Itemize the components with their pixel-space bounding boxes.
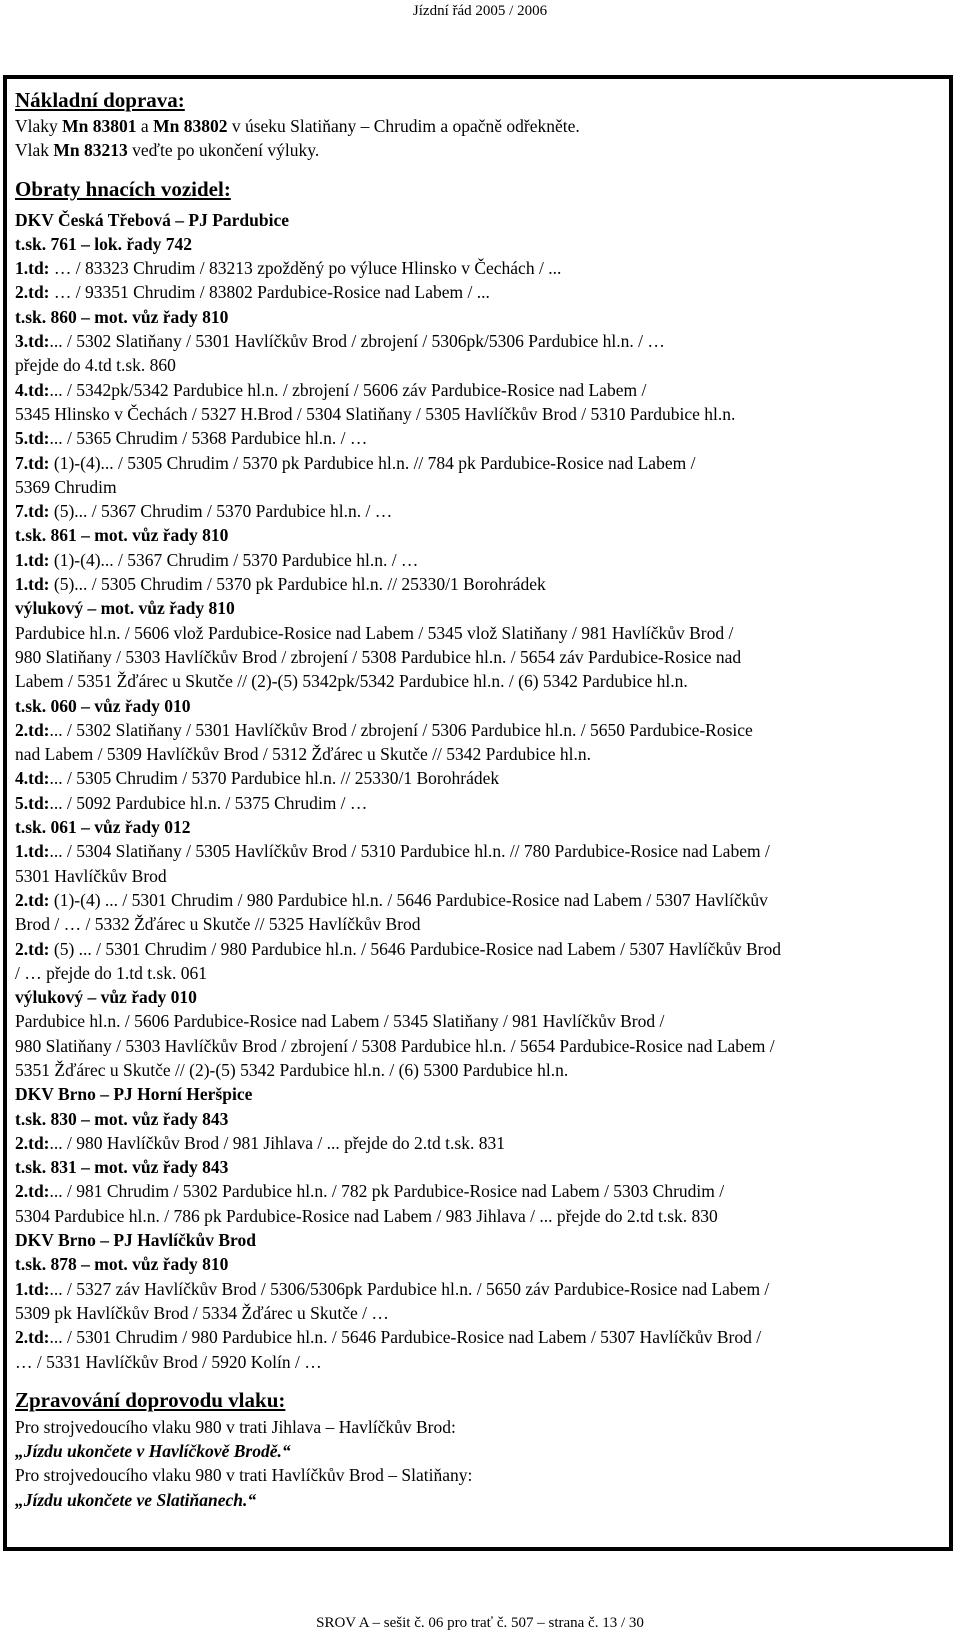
bold-text: DKV Česká Třebová – PJ Pardubice <box>15 209 290 230</box>
line-text: Pardubice hl.n. / 5606 vlož Pardubice-Rosice nad Labem / 5345 vlož Slatiňany / 981 Havlíčkův Brod / <box>15 622 734 643</box>
bold-text: 4.td: <box>15 768 50 789</box>
line-text: ... / 5304 Slatiňany / 5305 Havlíčkův Brod / 5310 Pardubice hl.n. // 780 Pardubice-Rosice nad Labem / <box>49 841 770 862</box>
line-text: 5351 Žďárec u Skutče // (2)-(5) 5342 Pardubice hl.n. / (6) 5300 Pardubice hl.n. <box>15 1059 569 1080</box>
text-line <box>15 694 941 718</box>
bold-text: t.sk. 761 – lok. řady 742 <box>15 233 192 254</box>
text-line <box>15 937 941 961</box>
text-line <box>15 451 941 475</box>
text-line <box>15 1415 941 1439</box>
text-line <box>15 1488 941 1512</box>
text-line <box>15 1155 941 1179</box>
text-line <box>15 621 941 645</box>
line-text: ... / 5365 Chrudim / 5368 Pardubice hl.n. / … <box>49 428 368 449</box>
line-text: přejde do 4.td t.sk. 860 <box>15 355 176 376</box>
bold-text: 3.td: <box>15 331 50 352</box>
text-line <box>15 1131 941 1155</box>
line-text: (5)... / 5305 Chrudim / 5370 pk Pardubice hl.n. // 25330/1 Borohrádek <box>49 574 546 595</box>
text-line <box>15 718 941 742</box>
line-text: ... / 5327 záv Havlíčkův Brod / 5306/5306pk Pardubice hl.n. / 5650 záv Pardubice-Rosice nad Labem / <box>49 1278 770 1299</box>
bold-text: 1.td: <box>15 549 50 570</box>
text-line <box>15 669 941 693</box>
line-text: Brod / … / 5332 Žďárec u Skutče // 5325 Havlíčkův Brod <box>15 914 421 935</box>
line-text: (1)-(4)... / 5367 Chrudim / 5370 Pardubice hl.n. / … <box>49 549 419 570</box>
text-line <box>15 1107 941 1131</box>
line-text: ... / 980 Havlíčkův Brod / 981 Jihlava / ... přejde do 2.td t.sk. 831 <box>49 1132 505 1153</box>
bold-text: Mn 83801 <box>62 116 137 136</box>
bold-text: 2.td: <box>15 1181 50 1202</box>
page-header: Jízdní řád 2005 / 2006 <box>412 3 548 19</box>
line-text: 5309 pk Havlíčkův Brod / 5334 Žďárec u Skutče / … <box>15 1302 389 1323</box>
text-line <box>15 1325 941 1349</box>
text-line <box>15 766 941 790</box>
bold-text: výlukový – mot. vůz řady 810 <box>15 598 235 619</box>
text-line <box>15 499 941 523</box>
section-title-crew: Zpravování doprovodu vlaku: <box>15 1387 286 1412</box>
text-line <box>15 1179 941 1203</box>
bold-text: Mn 83802 <box>153 116 228 136</box>
text-line <box>15 1204 941 1228</box>
text-line <box>15 402 941 426</box>
line-text: ... / 5092 Pardubice hl.n. / 5375 Chrudim / … <box>49 792 368 813</box>
crew-lines <box>15 1415 941 1512</box>
bold-text: 7.td: <box>15 452 50 473</box>
line-text: (1)-(4) ... / 5301 Chrudim / 980 Pardubice hl.n. / 5646 Pardubice-Rosice nad Labem / 5307 Havlíčkův <box>49 889 768 910</box>
line-text: 5369 Chrudim <box>15 476 117 497</box>
line-text: ... / 981 Chrudim / 5302 Pardubice hl.n. / 782 pk Pardubice-Rosice nad Labem / 5303 Chrudim / <box>49 1181 725 1202</box>
bold-text: t.sk. 060 – vůz řady 010 <box>15 695 191 716</box>
line-text: Labem / 5351 Žďárec u Skutče // (2)-(5) 5342pk/5342 Pardubice hl.n. / (6) 5342 Pardubice hl.n. <box>15 671 688 692</box>
freight-lines <box>15 114 941 163</box>
line-text: ... / 5301 Chrudim / 980 Pardubice hl.n. / 5646 Pardubice-Rosice nad Labem / 5307 Havlíčkův Brod / <box>49 1327 762 1348</box>
bold-text: t.sk. 830 – mot. vůz řady 843 <box>15 1108 229 1129</box>
bold-text: 5.td: <box>15 792 50 813</box>
text-line <box>15 596 941 620</box>
line-text: ... / 5342pk/5342 Pardubice hl.n. / zbrojení / 5606 záv Pardubice-Rosice nad Labem / <box>49 379 647 400</box>
line-text: 5345 Hlinsko v Čechách / 5327 H.Brod / 5304 Slatiňany / 5305 Havlíčkův Brod / 5310 Pardubice hl.n. <box>15 403 736 424</box>
bold-text: 2.td: <box>15 889 50 910</box>
text-line <box>15 1252 941 1276</box>
bold-text: t.sk. 878 – mot. vůz řady 810 <box>15 1254 229 1275</box>
text-line <box>15 523 941 547</box>
text-line <box>15 1350 941 1374</box>
text-line <box>15 1228 941 1252</box>
text-line <box>15 815 941 839</box>
line-text: v úseku Slatiňany – Chrudim a opačně odřekněte. <box>227 116 580 136</box>
quoted-instruction: „Jízdu ukončete v Havlíčkově Brodě.“ <box>15 1441 291 1462</box>
text-line <box>15 138 941 162</box>
text-line <box>15 208 941 232</box>
bold-text: 1.td: <box>15 574 50 595</box>
line-text: 980 Slatiňany / 5303 Havlíčkův Brod / zbrojení / 5308 Pardubice hl.n. / 5654 Pardubice-Rosice nad Labem / <box>15 1035 775 1056</box>
text-line <box>15 1009 941 1033</box>
text-line <box>15 912 941 936</box>
text-line <box>15 1439 941 1463</box>
line-text: … / 83323 Chrudim / 83213 zpožděný po výluce Hlinsko v Čechách / ... <box>49 258 562 279</box>
line-text: 5301 Havlíčkův Brod <box>15 865 167 886</box>
text-line <box>15 378 941 402</box>
text-line <box>15 572 941 596</box>
section-title-freight: Nákladní doprava: <box>15 88 185 112</box>
bold-text: výlukový – vůz řady 010 <box>15 987 197 1008</box>
line-text: (5)... / 5367 Chrudim / 5370 Pardubice hl.n. / … <box>49 501 393 522</box>
bold-text: 1.td: <box>15 1278 50 1299</box>
bold-text: 7.td: <box>15 501 50 522</box>
rotation-lines <box>15 208 941 1374</box>
text-line <box>15 1301 941 1325</box>
text-line <box>15 961 941 985</box>
bold-text: 1.td: <box>15 841 50 862</box>
bold-text: 5.td: <box>15 428 50 449</box>
text-line <box>15 353 941 377</box>
text-line <box>15 742 941 766</box>
notice-frame <box>3 75 953 1551</box>
text-line <box>15 1082 941 1106</box>
section-title-rotations: Obraty hnacích vozidel: <box>15 176 231 201</box>
text-line <box>15 426 941 450</box>
bold-text: t.sk. 061 – vůz řady 012 <box>15 817 191 838</box>
text-line <box>15 791 941 815</box>
text-line <box>15 1058 941 1082</box>
line-text: (5) ... / 5301 Chrudim / 980 Pardubice hl.n. / 5646 Pardubice-Rosice nad Labem / 5307 Havlíčkův Brod <box>49 938 781 959</box>
text-line <box>15 114 941 138</box>
line-text: Pro strojvedoucího vlaku 980 v trati Jihlava – Havlíčkův Brod: <box>15 1416 456 1437</box>
text-line <box>15 985 941 1009</box>
text-line <box>15 1277 941 1301</box>
text-line <box>15 645 941 669</box>
line-text: Pardubice hl.n. / 5606 Pardubice-Rosice nad Labem / 5345 Slatiňany / 981 Havlíčkův Brod / <box>15 1011 665 1032</box>
text-line <box>15 864 941 888</box>
line-text: ... / 5302 Slatiňany / 5301 Havlíčkův Brod / zbrojení / 5306 Pardubice hl.n. / 5650 Pardubice-Rosice <box>49 719 753 740</box>
text-line <box>15 329 941 353</box>
text-line <box>15 305 941 329</box>
text-line <box>15 839 941 863</box>
line-text: … / 5331 Havlíčkův Brod / 5920 Kolín / … <box>15 1351 322 1372</box>
line-text: nad Labem / 5309 Havlíčkův Brod / 5312 Žďárec u Skutče // 5342 Pardubice hl.n. <box>15 744 592 765</box>
quoted-instruction: „Jízdu ukončete ve Slatiňanech.“ <box>15 1489 257 1510</box>
bold-text: t.sk. 831 – mot. vůz řady 843 <box>15 1157 229 1178</box>
line-text: 980 Slatiňany / 5303 Havlíčkův Brod / zbrojení / 5308 Pardubice hl.n. / 5654 záv Pardubice-Rosice nad <box>15 646 742 667</box>
bold-text: 1.td: <box>15 258 50 279</box>
text-line <box>15 888 941 912</box>
line-text: Vlak <box>15 140 54 161</box>
bold-text: 2.td: <box>15 938 50 959</box>
line-text: veďte po ukončení výluky. <box>127 140 320 161</box>
line-text: Vlaky <box>15 116 63 136</box>
bold-text: t.sk. 861 – mot. vůz řady 810 <box>15 525 229 546</box>
bold-text: t.sk. 860 – mot. vůz řady 810 <box>15 306 229 327</box>
page-footer: SROV A – sešit č. 06 pro trať č. 507 – strana č. 13 / 30 <box>316 1615 644 1631</box>
bold-text: Mn 83213 <box>53 140 128 161</box>
text-line <box>15 1463 941 1487</box>
text-line <box>15 548 941 572</box>
text-line <box>15 232 941 256</box>
bold-text: 2.td: <box>15 1132 50 1153</box>
line-text: ... / 5305 Chrudim / 5370 Pardubice hl.n. // 25330/1 Borohrádek <box>49 768 500 789</box>
line-text: ... / 5302 Slatiňany / 5301 Havlíčkův Brod / zbrojení / 5306pk/5306 Pardubice hl.n. / … <box>49 331 665 352</box>
bold-text: 2.td: <box>15 282 50 303</box>
line-text: / … přejde do 1.td t.sk. 061 <box>15 962 207 983</box>
bold-text: DKV Brno – PJ Havlíčkův Brod <box>15 1230 256 1251</box>
line-text: Pro strojvedoucího vlaku 980 v trati Havlíčkův Brod – Slatiňany: <box>15 1465 473 1486</box>
text-line <box>15 256 941 280</box>
line-text: (1)-(4)... / 5305 Chrudim / 5370 pk Pardubice hl.n. // 784 pk Pardubice-Rosice nad Labem / <box>49 452 696 473</box>
line-text: 5304 Pardubice hl.n. / 786 pk Pardubice-Rosice nad Labem / 983 Jihlava / ... přejde do 2.td t.sk. 830 <box>15 1205 718 1226</box>
line-text: a <box>136 116 154 136</box>
text-line <box>15 1034 941 1058</box>
bold-text: 2.td: <box>15 1327 50 1348</box>
text-line <box>15 280 941 304</box>
bold-text: 2.td: <box>15 719 50 740</box>
bold-text: 4.td: <box>15 379 50 400</box>
line-text: … / 93351 Chrudim / 83802 Pardubice-Rosice nad Labem / ... <box>49 282 490 303</box>
bold-text: DKV Brno – PJ Horní Heršpice <box>15 1084 253 1105</box>
text-line <box>15 475 941 499</box>
